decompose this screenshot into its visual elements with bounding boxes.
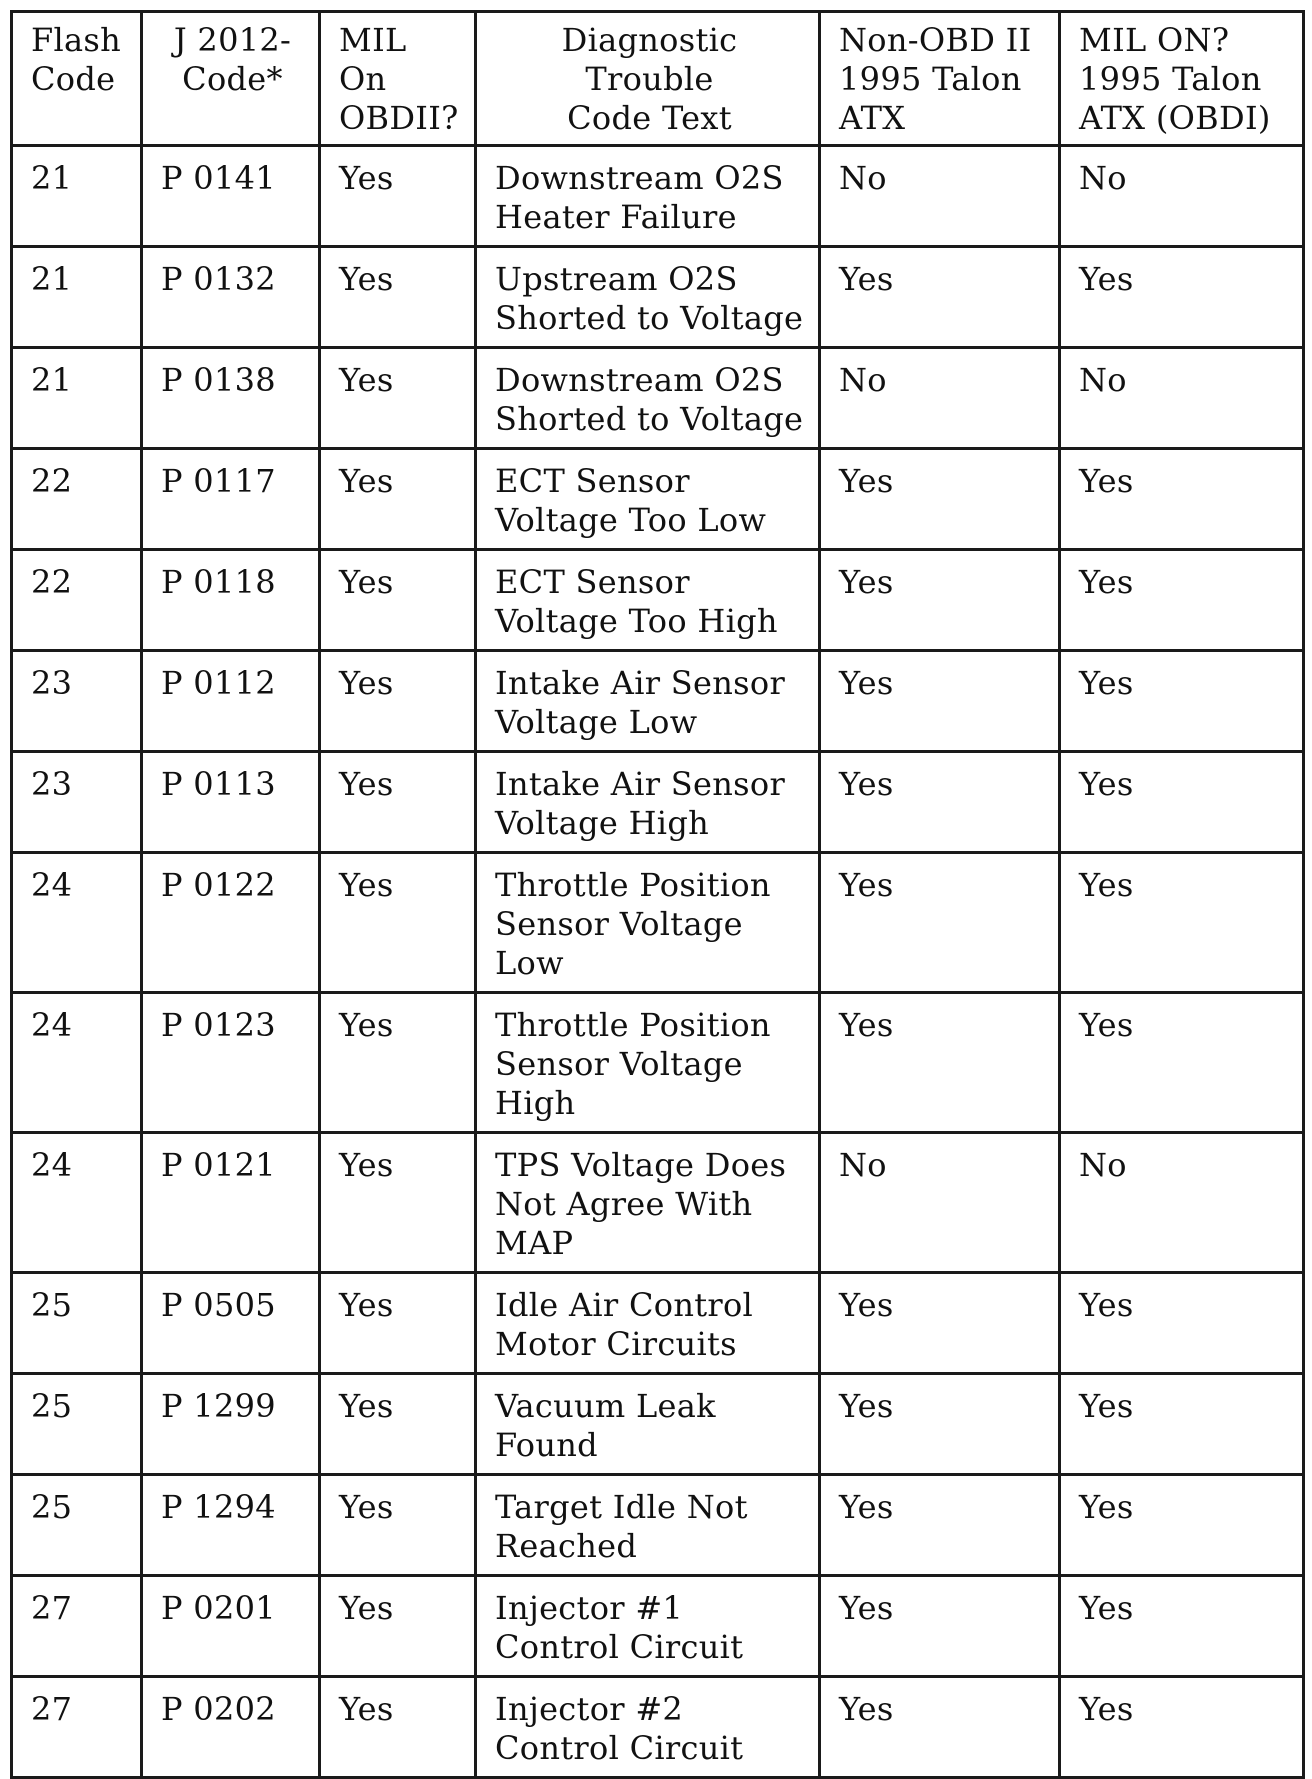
j2012-code-cell: P 0113 [142,752,320,853]
j2012-code-cell: P 0141 [142,146,320,247]
trouble-code-text-cell: Injector #1 Control Circuit [476,1576,820,1677]
mil-on-obdi-cell: Yes [1060,651,1304,752]
j2012-code-cell: P 0505 [142,1273,320,1374]
non-obd-cell: Yes [820,993,1060,1133]
diagnostic-code-table [10,10,1305,1779]
header-row [12,12,1304,146]
mil-obdii-cell: Yes [320,449,476,550]
j2012-code-cell: P 0132 [142,247,320,348]
non-obd-cell: Yes [820,1576,1060,1677]
table-row [12,1475,1304,1576]
mil-obdii-cell: Yes [320,993,476,1133]
table-header [12,12,1304,146]
flash-code-cell: 27 [12,1576,142,1677]
mil-on-obdi-cell: Yes [1060,752,1304,853]
flash-code-cell: 21 [12,247,142,348]
mil-on-obdi-cell: Yes [1060,247,1304,348]
mil-on-obdi-cell: No [1060,1133,1304,1273]
table-row [12,550,1304,651]
non-obd-cell: No [820,146,1060,247]
mil-on-obdi-cell: Yes [1060,1677,1304,1778]
header-trouble-code-text: Diagnostic Trouble Code Text [476,12,820,146]
header-mil-on-obdi: MIL ON? 1995 Talon ATX (OBDI) [1060,12,1304,146]
mil-obdii-cell: Yes [320,348,476,449]
table-row [12,752,1304,853]
trouble-code-text-cell: Upstream O2S Shorted to Voltage [476,247,820,348]
trouble-code-text-cell: Idle Air Control Motor Circuits [476,1273,820,1374]
j2012-code-cell: P 1294 [142,1475,320,1576]
mil-obdii-cell: Yes [320,1374,476,1475]
flash-code-cell: 22 [12,449,142,550]
header-j2012-code: J 2012- Code* [142,12,320,146]
non-obd-cell: Yes [820,1374,1060,1475]
trouble-code-text-cell: Target Idle Not Reached [476,1475,820,1576]
trouble-code-text-cell: Throttle Position Sensor Voltage Low [476,853,820,993]
trouble-code-text-cell: Intake Air Sensor Voltage High [476,752,820,853]
mil-on-obdi-cell: Yes [1060,993,1304,1133]
non-obd-cell: Yes [820,550,1060,651]
table-row [12,1273,1304,1374]
mil-on-obdi-cell: No [1060,146,1304,247]
j2012-code-cell: P 0121 [142,1133,320,1273]
table-row [12,1576,1304,1677]
mil-obdii-cell: Yes [320,1133,476,1273]
mil-obdii-cell: Yes [320,550,476,651]
mil-on-obdi-cell: Yes [1060,1374,1304,1475]
trouble-code-text-cell: Downstream O2S Heater Failure [476,146,820,247]
non-obd-cell: Yes [820,1475,1060,1576]
flash-code-cell: 25 [12,1273,142,1374]
flash-code-cell: 23 [12,752,142,853]
flash-code-cell: 25 [12,1475,142,1576]
mil-on-obdi-cell: Yes [1060,550,1304,651]
mil-obdii-cell: Yes [320,1273,476,1374]
flash-code-cell: 24 [12,1133,142,1273]
non-obd-cell: Yes [820,247,1060,348]
non-obd-cell: Yes [820,449,1060,550]
mil-on-obdi-cell: Yes [1060,449,1304,550]
mil-on-obdi-cell: Yes [1060,1273,1304,1374]
table-row [12,993,1304,1133]
non-obd-cell: Yes [820,1677,1060,1778]
header-non-obd-ii: Non-OBD II 1995 Talon ATX [820,12,1060,146]
j2012-code-cell: P 0122 [142,853,320,993]
j2012-code-cell: P 1299 [142,1374,320,1475]
j2012-code-cell: P 0138 [142,348,320,449]
table-row [12,449,1304,550]
table-row [12,1374,1304,1475]
mil-obdii-cell: Yes [320,1677,476,1778]
j2012-code-cell: P 0117 [142,449,320,550]
document-page [10,10,1302,1768]
table-row [12,146,1304,247]
mil-on-obdi-cell: Yes [1060,1475,1304,1576]
non-obd-cell: Yes [820,1273,1060,1374]
header-flash-code: Flash Code [12,12,142,146]
trouble-code-text-cell: Downstream O2S Shorted to Voltage [476,348,820,449]
j2012-code-cell: P 0118 [142,550,320,651]
table-row [12,651,1304,752]
table-row [12,1133,1304,1273]
table-row [12,348,1304,449]
flash-code-cell: 24 [12,993,142,1133]
flash-code-cell: 21 [12,146,142,247]
mil-obdii-cell: Yes [320,1475,476,1576]
non-obd-cell: No [820,1133,1060,1273]
mil-obdii-cell: Yes [320,247,476,348]
table-body [12,146,1304,1778]
flash-code-cell: 27 [12,1677,142,1778]
flash-code-cell: 23 [12,651,142,752]
trouble-code-text-cell: Throttle Position Sensor Voltage High [476,993,820,1133]
non-obd-cell: Yes [820,651,1060,752]
trouble-code-text-cell: ECT Sensor Voltage Too High [476,550,820,651]
mil-obdii-cell: Yes [320,1576,476,1677]
mil-obdii-cell: Yes [320,853,476,993]
trouble-code-text-cell: TPS Voltage Does Not Agree With MAP [476,1133,820,1273]
trouble-code-text-cell: ECT Sensor Voltage Too Low [476,449,820,550]
flash-code-cell: 21 [12,348,142,449]
trouble-code-text-cell: Intake Air Sensor Voltage Low [476,651,820,752]
j2012-code-cell: P 0123 [142,993,320,1133]
flash-code-cell: 22 [12,550,142,651]
mil-obdii-cell: Yes [320,752,476,853]
mil-on-obdi-cell: Yes [1060,1576,1304,1677]
j2012-code-cell: P 0201 [142,1576,320,1677]
table-row [12,853,1304,993]
flash-code-cell: 24 [12,853,142,993]
non-obd-cell: Yes [820,752,1060,853]
header-mil-on-obdii: MIL On OBDII? [320,12,476,146]
flash-code-cell: 25 [12,1374,142,1475]
trouble-code-text-cell: Vacuum Leak Found [476,1374,820,1475]
j2012-code-cell: P 0112 [142,651,320,752]
non-obd-cell: Yes [820,853,1060,993]
mil-on-obdi-cell: Yes [1060,853,1304,993]
mil-obdii-cell: Yes [320,651,476,752]
j2012-code-cell: P 0202 [142,1677,320,1778]
mil-obdii-cell: Yes [320,146,476,247]
mil-on-obdi-cell: No [1060,348,1304,449]
table-row [12,1677,1304,1778]
non-obd-cell: No [820,348,1060,449]
table-row [12,247,1304,348]
trouble-code-text-cell: Injector #2 Control Circuit [476,1677,820,1778]
